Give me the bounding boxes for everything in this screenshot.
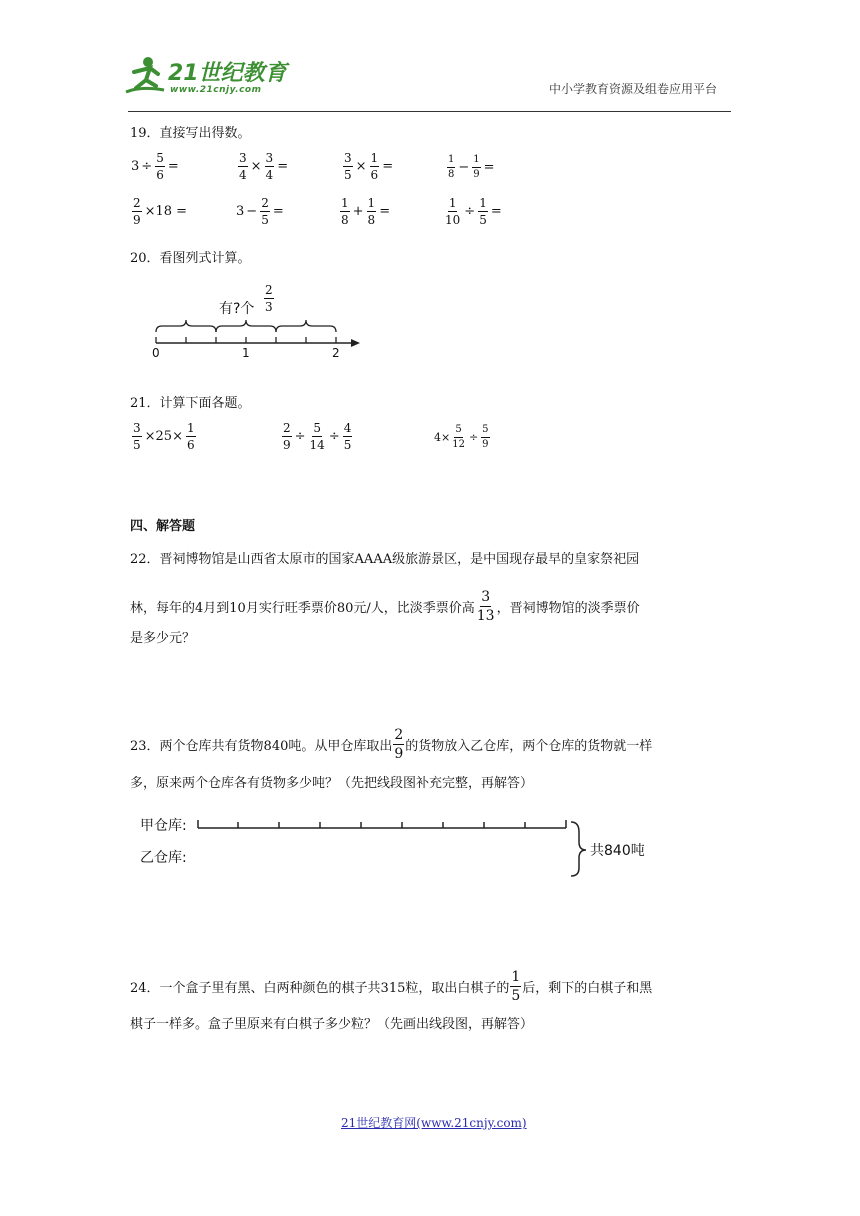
q20-title: 20．看图列式计算。 — [130, 251, 251, 266]
q22-line-2: 林，每年的4月到10月实行旺季票价80元/人，比淡季票价高 $\frac{3}{13}$ ，晋祠博物馆的淡季票价 — [130, 589, 640, 624]
q24-line-2: 棋子一样多。盒子里原来有白棋子多少粒？（先画出线段图，再解答） — [130, 1017, 534, 1032]
q19-r1-e3: $\frac{3}{5}$ × $\frac{1}{6}$ = — [344, 151, 394, 182]
q23-label-warehouse-a: 甲仓库: — [140, 818, 187, 834]
q21-expression-2: $\frac{2}{9}$ ÷ $\frac{5}{14}$ ÷ $\frac{4}{5}$ — [283, 421, 352, 452]
q20-tick-0: 0 — [152, 346, 160, 360]
platform-name: 中小学教育资源及组卷应用平台 — [549, 82, 718, 96]
q23-label-warehouse-b: 乙仓库: — [140, 850, 187, 866]
q20-question-label: 有?个 — [219, 301, 255, 317]
runner-logo-icon — [120, 52, 168, 100]
q22-line-1: 22．晋祠博物馆是山西省太原市的国家AAAA级旅游景区，是中国现存最早的皇家祭祀园 — [130, 552, 640, 567]
q20-tick-1: 1 — [242, 346, 250, 360]
q21-expression-1: $\frac{3}{5}$ ×25× $\frac{1}{6}$ — [133, 421, 195, 452]
logo-text: 21世纪教育 — [168, 61, 287, 86]
q19-r1-e2: $\frac{3}{4}$ × $\frac{3}{4}$ = — [239, 151, 289, 182]
logo-url: www.21cnjy.com — [170, 85, 262, 95]
section-4-title: 四、解答题 — [130, 519, 196, 534]
q20-number-line-diagram — [148, 284, 368, 364]
logo — [120, 52, 290, 104]
q20-tick-2: 2 — [332, 346, 340, 360]
q23-fraction: $\frac{2}{9}$ — [394, 727, 404, 762]
q19-r1-e1: 3 ÷ $\frac{5}{6}$ = — [131, 151, 179, 182]
q19-title: 19．直接写出得数。 — [130, 126, 251, 141]
q21-expression-3: 4× $\frac{5}{12}$ ÷ $\frac{5}{9}$ — [434, 424, 489, 450]
q22-line-3: 是多少元？ — [130, 631, 196, 646]
q19-r2-e4: $\frac{1}{10}$ ÷ $\frac{1}{5}$ = — [445, 196, 502, 227]
header-divider — [128, 111, 731, 112]
q19-r1-e4: $\frac{1}{8}$ − $\frac{1}{9}$ = — [448, 154, 495, 180]
footer-site-link[interactable]: 21世纪教育网(www.21cnjy.com) — [341, 1116, 527, 1130]
q22-fraction: $\frac{3}{13}$ — [476, 589, 495, 624]
q19-r2-e1: $\frac{2}{9}$ ×18 = — [133, 196, 187, 227]
q23-total-label: 共840吨 — [590, 843, 645, 859]
q19-r2-e2: 3 − $\frac{2}{5}$ = — [236, 196, 284, 227]
q24-line-1: 24．一个盒子里有黑、白两种颜色的棋子共315粒，取出白棋子的 $\frac{1}{5}$ 后，剩下的白棋子和黑 — [130, 969, 653, 1004]
q23-line-2: 多，原来两个仓库各有货物多少吨？（先把线段图补充完整，再解答） — [130, 776, 534, 791]
q19-r2-e3: $\frac{1}{8}$ + $\frac{1}{8}$ = — [341, 196, 391, 227]
q23-line-1: 23．两个仓库共有货物840吨。从甲仓库取出 $\frac{2}{9}$ 的货物放入乙仓库，两个仓库的货物就一样 — [130, 727, 653, 762]
q21-title: 21．计算下面各题。 — [130, 396, 251, 411]
q24-fraction: $\frac{1}{5}$ — [511, 969, 521, 1004]
q23-segment-diagram — [190, 814, 590, 880]
q20-fraction: $\frac{2}{3}$ — [265, 283, 273, 314]
